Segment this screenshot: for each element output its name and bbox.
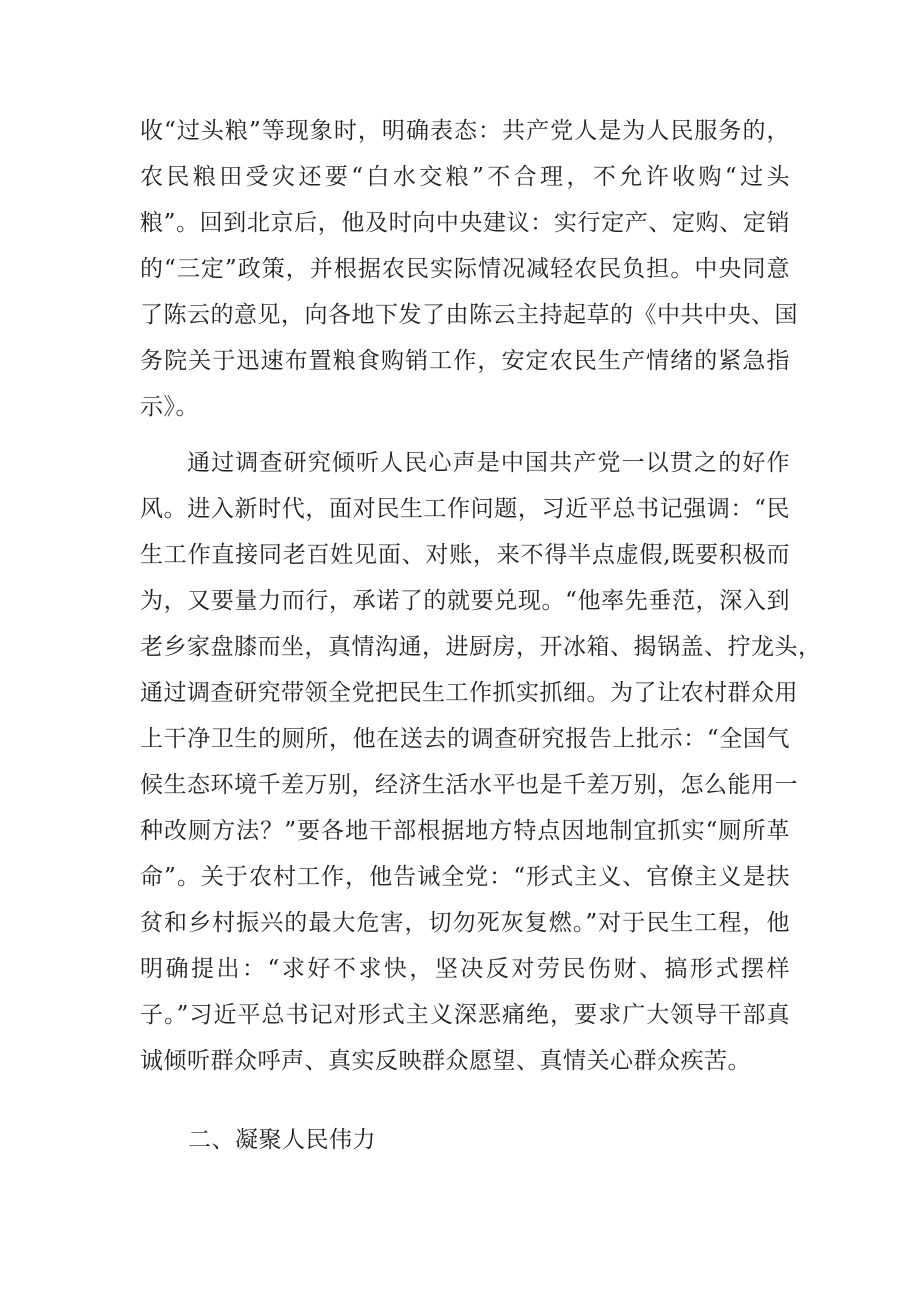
text-line: 农民粮田受灾还要“白水交粮”不合理，不允许收购“过头 <box>140 164 790 190</box>
section-heading: 二、凝聚人民伟力 <box>188 1127 376 1153</box>
text-line: 种改厕方法？”要各地干部根据地方特点因地制宜抓实“厕所革 <box>140 818 790 844</box>
text-line: 粮”。回到北京后，他及时向中央建议：实行定产、定购、定销 <box>140 210 790 236</box>
text-line: 明确提出：“求好不求快，坚决反对劳民伤财、搞形式摆样 <box>140 956 790 982</box>
text-line: 通过调查研究带领全党把民生工作抓实抓细。为了让农村群众用 <box>140 680 798 706</box>
text-line: 候生态环境千差万别，经济生活水平也是千差万别，怎么能用一 <box>140 772 798 798</box>
paragraph-investigation-research <box>140 440 822 1084</box>
paragraph-grain-policy <box>140 108 798 430</box>
text-line: 命”。关于农村工作，他告诫全党：“形式主义、官僚主义是扶 <box>140 864 790 890</box>
text-line: 诚倾听群众呼声、真实反映群众愿望、真情关心群众疾苦。 <box>140 1048 751 1074</box>
text-line: 上干净卫生的厕所，他在送去的调查研究报告上批示：“全国气 <box>140 726 790 752</box>
text-line: 收“过头粮”等现象时，明确表态：共产党人是为人民服务的， <box>140 118 790 144</box>
text-line: 子。”习近平总书记对形式主义深恶痛绝，要求广大领导干部真 <box>140 1002 790 1028</box>
text-line: 为，又要量力而行，承诺了的就要兑现。“他率先垂范，深入到 <box>140 588 790 614</box>
text-line: 了陈云的意见，向各地下发了由陈云主持起草的《中共中央、国 <box>140 302 798 328</box>
text-line: 生工作直接同老百姓见面、对账，来不得半点虚假,既要积极而 <box>140 542 790 568</box>
text-line: 务院关于迅速布置粮食购销工作，安定农民生产情绪的紧急指 <box>140 348 790 374</box>
text-line: 贫和乡村振兴的最大危害，切勿死灰复燃。”对于民生工程，他 <box>140 910 790 936</box>
text-line: 示》。 <box>140 394 199 420</box>
text-line: 通过调查研究倾听人民心声是中国共产党一以贯之的好作 <box>187 450 790 476</box>
text-line: 风。进入新时代，面对民生工作问题，习近平总书记强调：“民 <box>140 496 790 522</box>
text-line: 老乡家盘膝而坐，真情沟通，进厨房，开冰箱、揭锅盖、拧龙头， <box>140 634 822 660</box>
text-line: 的“三定”政策，并根据农民实际情况减轻农民负担。中央同意 <box>140 256 790 282</box>
